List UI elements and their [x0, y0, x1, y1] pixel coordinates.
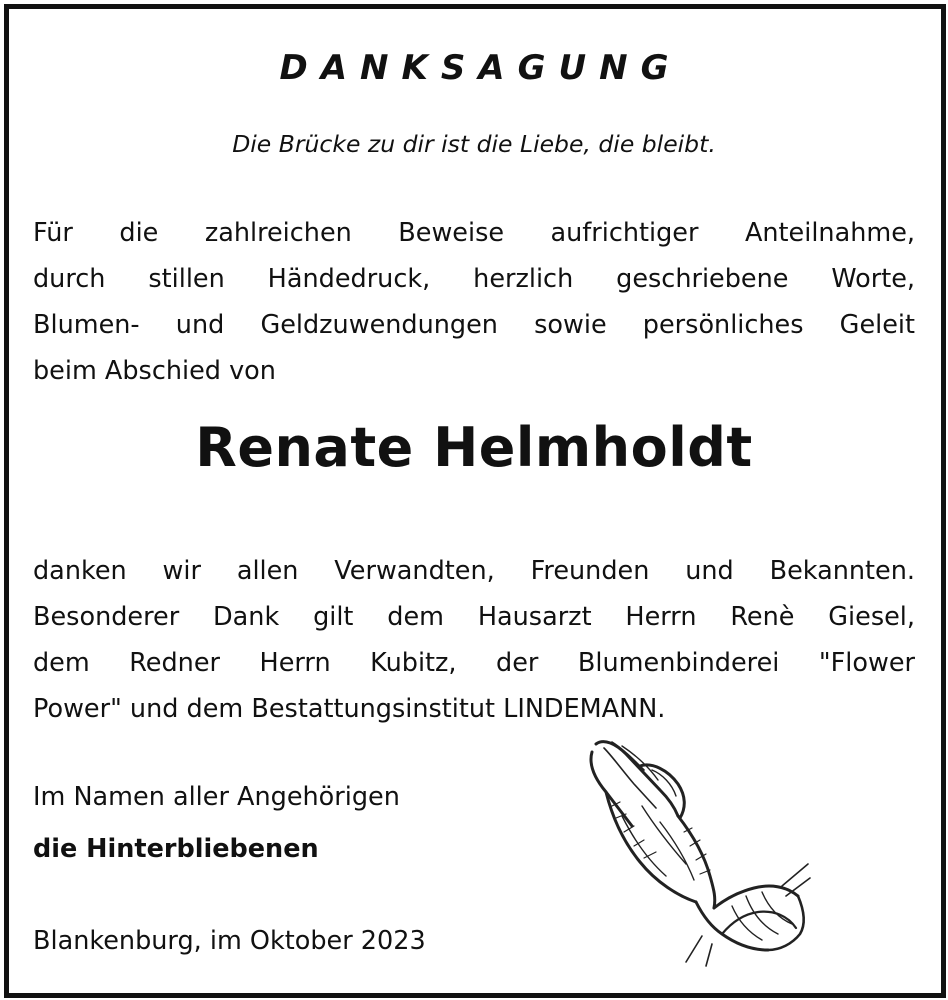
place-date: Blankenburg, im Oktober 2023 — [33, 926, 426, 956]
intro-line: durch stillen Händedruck, herzlich geschriebene Worte, — [33, 264, 915, 294]
deceased-name: Renate Helmholdt — [195, 416, 753, 479]
signature-name: die Hinterbliebenen — [33, 834, 319, 864]
thanks-line: Besonderer Dank gilt dem Hausarzt Herrn Renè Giesel, — [33, 602, 915, 632]
intro-line: Blumen- und Geldzuwendungen sowie persönliches Geleit — [33, 310, 915, 340]
intro-line: Für die zahlreichen Beweise aufrichtiger Anteilnahme, — [33, 218, 915, 248]
notice-heading: DANKSAGUNG — [279, 48, 682, 88]
thanks-line: Power" und dem Bestattungsinstitut LINDEMANN. — [33, 694, 666, 724]
thanks-line: danken wir allen Verwandten, Freunden und Bekannten. — [33, 556, 915, 586]
notice-motto: Die Brücke zu dir ist die Liebe, die bleibt. — [232, 130, 716, 158]
thanks-line: dem Redner Herrn Kubitz, der Blumenbinderei "Flower — [33, 648, 915, 678]
praying-hands-icon — [582, 736, 812, 968]
intro-line: beim Abschied von — [33, 356, 276, 386]
signature-line: Im Namen aller Angehörigen — [33, 782, 400, 812]
intro-paragraph — [33, 210, 915, 394]
thanks-paragraph — [33, 548, 915, 732]
